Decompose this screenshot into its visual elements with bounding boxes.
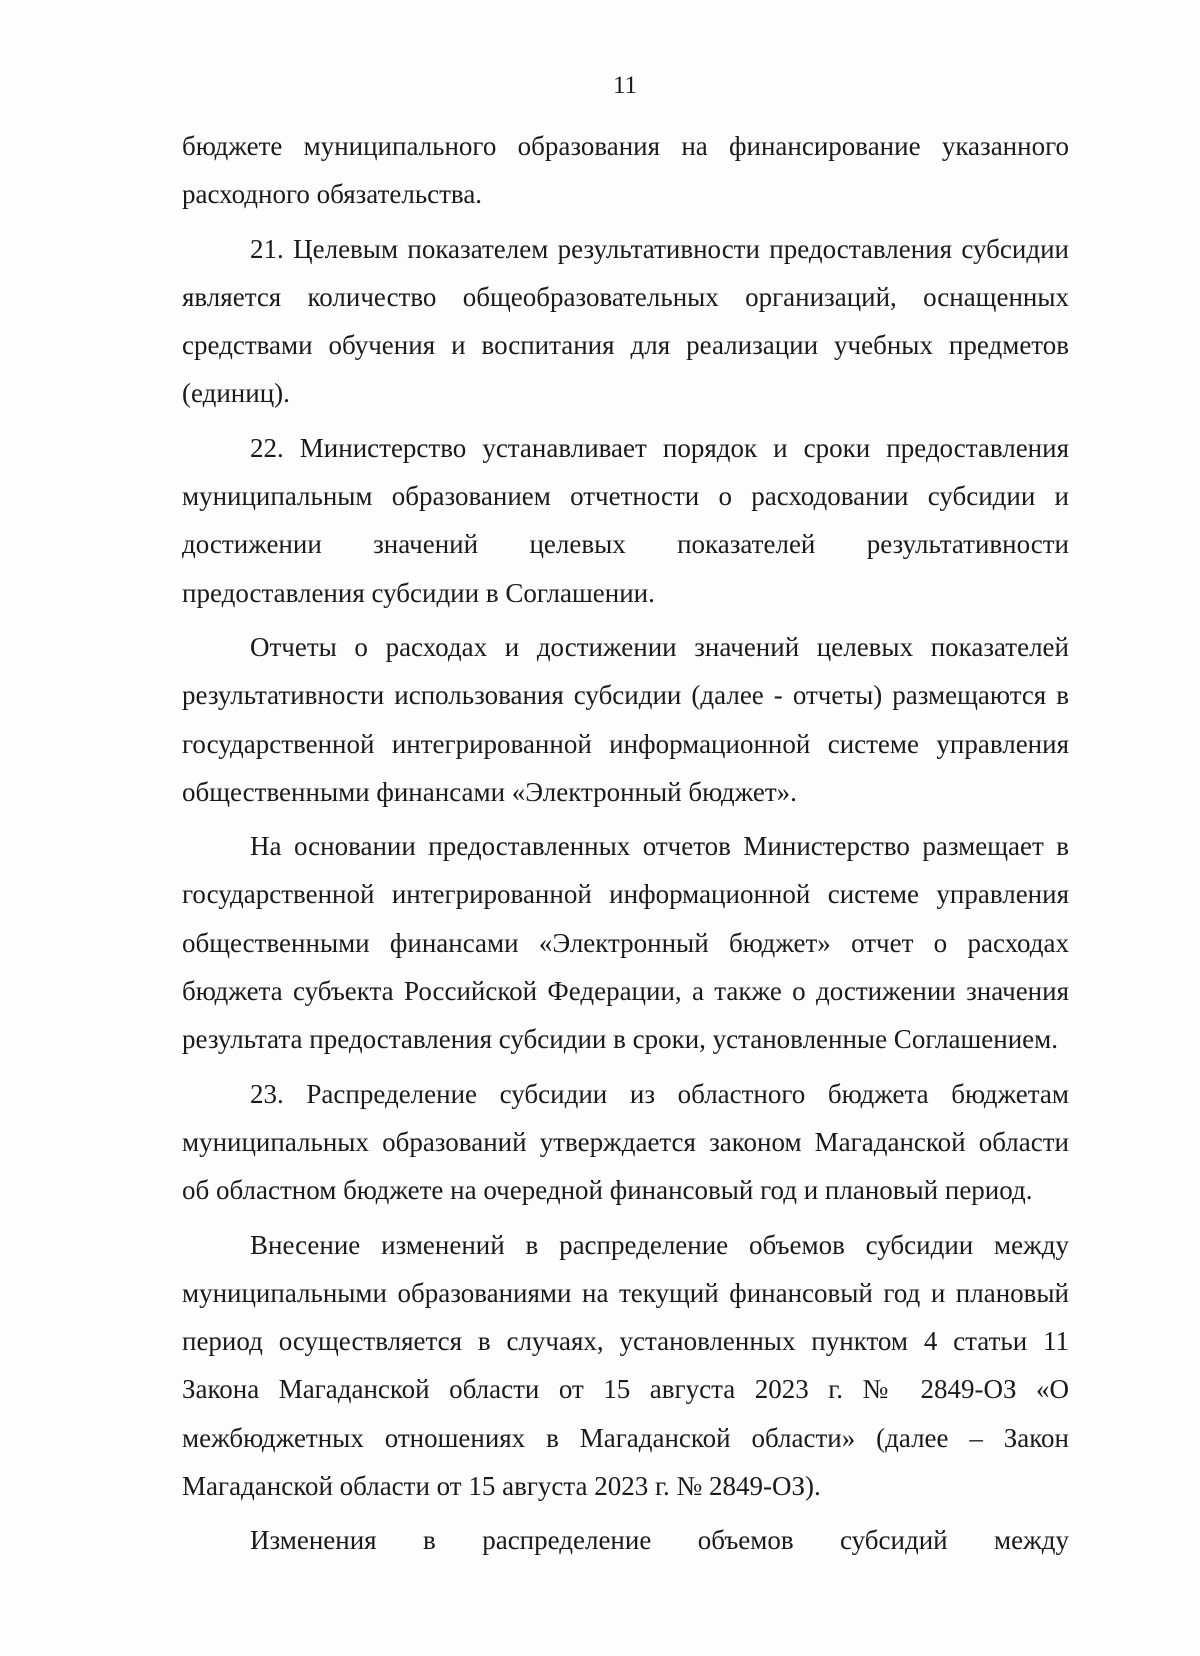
- paragraph-ministry-publication: На основании предоставленных отчетов Министерство размещает в государственной интегрированной информационной системе управления общественными финансами «Электронный бюджет» отчет о расходах бюджета субъекта Российской Федерации, а также о достижении значения результата предоставления субсидии в сроки, установленные Соглашением.: [182, 831, 1069, 1055]
- page-number: 11: [612, 72, 638, 99]
- document-body: [182, 122, 1069, 1565]
- paragraph-22: 22. Министерство устанавливает порядок и сроки предоставления муниципальным образованием отчетности о расходовании субсидии и достижении значений целевых показателей результативности предоставления субсидии в Соглашении.: [182, 432, 1069, 608]
- paragraph-23: 23. Распределение субсидии из областного бюджета бюджетам муниципальных образований утверждается законом Магаданской области об областном бюджете на очередной финансовый год и плановый период.: [182, 1078, 1069, 1206]
- paragraph-reports: Отчеты о расходах и достижении значений целевых показателей результативности использования субсидии (далее - отчеты) размещаются в государственной интегрированной информационной системе управления общественными финансами «Электронный бюджет».: [182, 631, 1069, 807]
- paragraph-21: 21. Целевым показателем результативности предоставления субсидии является количество общеобразовательных организаций, оснащенных средствами обучения и воспитания для реализации учебных предметов (единиц).: [182, 233, 1069, 409]
- paragraph-amendments: Внесение изменений в распределение объемов субсидии между муниципальными образованиями на текущий финансовый год и плановый период осуществляется в случаях, установленных пунктом 4 статьи 11 Закона Магаданской области от 15 августа 2023 г. № 2849-ОЗ «О межбюджетных отношениях в Магаданской области» (далее – Закон Магаданской области от 15 августа 2023 г. № 2849-ОЗ).: [182, 1229, 1069, 1502]
- paragraph-changes: Изменения в распределение объемов субсидий между: [250, 1525, 1069, 1556]
- paragraph-continuation: бюджете муниципального образования на финансирование указанного расходного обязательства.: [182, 131, 1069, 210]
